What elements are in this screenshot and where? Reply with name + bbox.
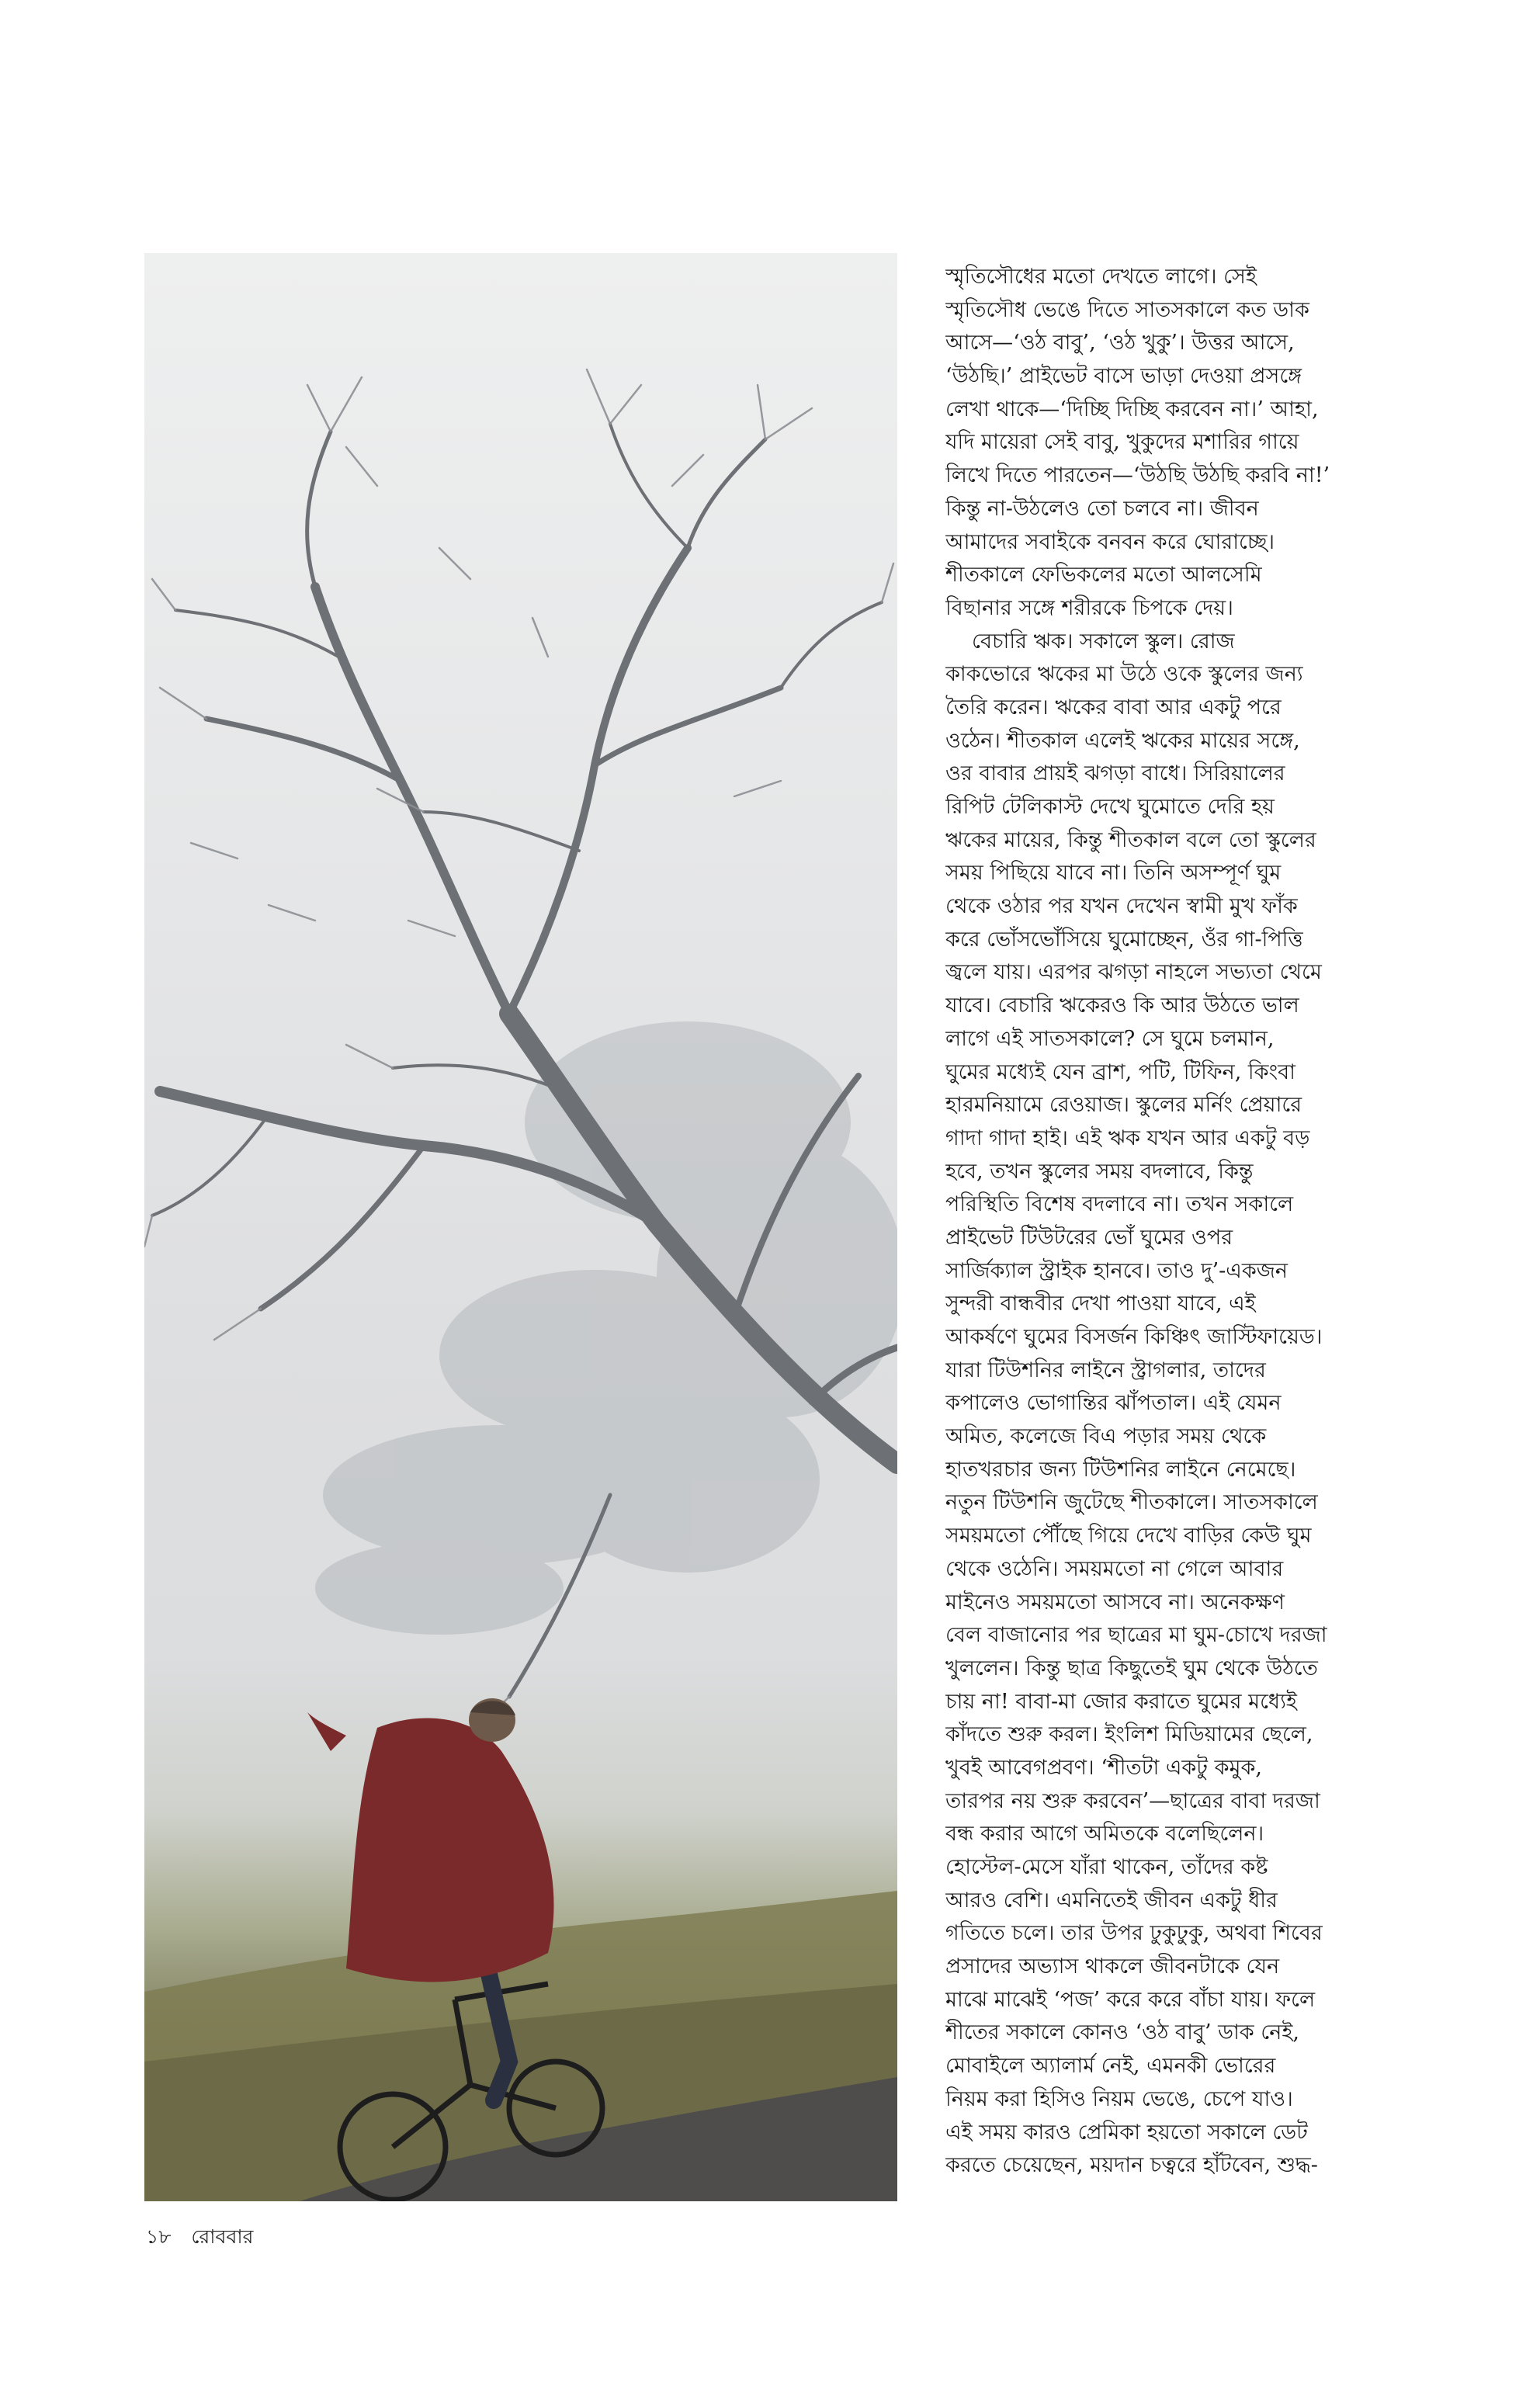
article-line: তারপর নয় শুরু করবেন’—ছাত্রের বাবা দরজা xyxy=(945,1788,1320,1813)
article-line: খুললেন। কিন্তু ছাত্র কিছুতেই ঘুম থেকে উঠতে xyxy=(945,1656,1318,1680)
article-line: যাবে। বেচারি ঋকেরও কি আর উঠতে ভাল xyxy=(945,994,1299,1018)
article-line: শীতকালে ফেভিকলের মতো আলসেমি xyxy=(945,563,1262,588)
article-line: করে ভোঁসভোঁসিয়ে ঘুমোচ্ছেন, ওঁর গা-পিত্তি xyxy=(945,927,1303,952)
article-line: হাতখরচার জন্য টিউশনির লাইনে নেমেছে। xyxy=(945,1457,1296,1482)
article-line: যদি মায়েরা সেই বাবু, খুকুদের মশারির গায়ে xyxy=(945,430,1299,455)
article-line: করতে চেয়েছেন, ময়দান চত্বরে হাঁটবেন, শুদ্ধ- xyxy=(945,2153,1318,2178)
article-line: প্রাইভেট টিউটরের ভোঁ ঘুমের ওপর xyxy=(945,1225,1233,1250)
article-line: সুন্দরী বান্ধবীর দেখা পাওয়া যাবে, এই xyxy=(945,1292,1256,1316)
article-line: হারমনিয়ামে রেওয়াজ। স্কুলের মর্নিং প্রেয়ারে xyxy=(945,1093,1302,1118)
article-line: মোবাইলে অ্যালার্ম নেই, এমনকী ভোরের xyxy=(945,2054,1276,2079)
article-line: বন্ধ করার আগে অমিতকে বলেছিলেন। xyxy=(945,1822,1264,1847)
article-line: চায় না! বাবা-মা জোর করাতে ঘুমের মধ্যেই xyxy=(945,1689,1297,1714)
article-line: নতুন টিউশনি জুটেছে শীতকালে। সাতসকালে xyxy=(945,1490,1318,1515)
article-line: লেখা থাকে—‘দিচ্ছি দিচ্ছি করবেন না।’ আহা, xyxy=(945,397,1319,421)
page-footer xyxy=(146,2221,267,2255)
article-line: কিন্তু না-উঠলেও তো চলবে না। জীবন xyxy=(945,496,1259,521)
article-line: নিয়ম করা হিসিও নিয়ম ভেঙে, চেপে যাও। xyxy=(945,2086,1293,2111)
article-line: বিছানার সঙ্গে শরীরকে চিপকে দেয়। xyxy=(945,595,1233,620)
article-line: স্মৃতিসৌধের মতো দেখতে লাগে। সেই xyxy=(945,265,1257,289)
article-line: কাঁদতে শুরু করল। ইংলিশ মিডিয়ামের ছেলে, xyxy=(945,1722,1313,1747)
article-line: সময়মতো পৌঁছে গিয়ে দেখে বাড়ির কেউ ঘুম xyxy=(945,1524,1312,1549)
article-line: তৈরি করেন। ঋকের বাবা আর একটু পরে xyxy=(945,695,1282,720)
foggy-tree-cyclist-photo xyxy=(144,253,897,2201)
article-line: গাদা গাদা হাই। এই ঋক যখন আর একটু বড় xyxy=(945,1125,1310,1150)
article-line: প্রসাদের অভ্যাস থাকলে জীবনটাকে যেন xyxy=(945,1954,1280,1979)
article-line: স্মৃতিসৌধ ভেঙে দিতে সাতসকালে কত ডাক xyxy=(945,297,1309,322)
article-line: থেকে ওঠেনি। সময়মতো না গেলে আবার xyxy=(945,1556,1284,1581)
article-line: সময় পিছিয়ে যাবে না। তিনি অসম্পূর্ণ ঘুম xyxy=(945,861,1282,886)
article-line: কাকভোরে ঋকের মা উঠে ওকে স্কুলের জন্য xyxy=(945,662,1303,687)
photo-illustration xyxy=(144,253,897,2201)
article-line: থেকে ওঠার পর যখন দেখেন স্বামী মুখ ফাঁক xyxy=(945,894,1298,919)
article-line: যারা টিউশনির লাইনে স্ট্রাগলার, তাদের xyxy=(945,1358,1266,1382)
article-line: এই সময় কারও প্রেমিকা হয়তো সকালে ডেট xyxy=(945,2120,1308,2145)
article-line: বেচারি ঋক। সকালে স্কুল। রোজ xyxy=(972,629,1235,654)
article-line: মাইনেও সময়মতো আসবে না। অনেকক্ষণ xyxy=(945,1590,1285,1614)
article-line: হোস্টেল-মেসে যাঁরা থাকেন, তাঁদের কষ্ট xyxy=(945,1855,1268,1879)
article-line: ঘুমের মধ্যেই যেন ব্রাশ, পটি, টিফিন, কিংবা xyxy=(945,1060,1295,1084)
article-line: রিপিট টেলিকাস্ট দেখে ঘুমোতে দেরি হয় xyxy=(945,795,1275,819)
article-line: লাগে এই সাতসকালে? সে ঘুমে চলমান, xyxy=(945,1026,1275,1051)
page-number: ১৮ xyxy=(146,2225,172,2248)
article-line: সার্জিক্যাল স্ট্রাইক হানবে। তাও দু’-একজন xyxy=(945,1258,1288,1283)
article-line: মাঝে মাঝেই ‘পজ’ করে করে বাঁচা যায়। ফলে xyxy=(945,1987,1316,2012)
article-line: পরিস্থিতি বিশেষ বদলাবে না। তখন সকালে xyxy=(945,1192,1294,1217)
article-line: লিখে দিতে পারতেন—‘উঠছি উঠছি করবি না!’ xyxy=(945,463,1330,488)
article-line: গতিতে চলে। তার উপর ঢুকুঢুকু, অথবা শিবের xyxy=(945,1921,1323,1946)
article-line: হবে, তখন স্কুলের সময় বদলাবে, কিন্তু xyxy=(945,1159,1254,1184)
article-line: আমাদের সবাইকে বনবন করে ঘোরাচ্ছে। xyxy=(945,529,1275,554)
article-line: ওঠেন। শীতকাল এলেই ঋকের মায়ের সঙ্গে, xyxy=(945,728,1300,753)
article-line: জ্বলে যায়। এরপর ঝগড়া নাহলে সভ্যতা থেমে xyxy=(945,960,1322,985)
magazine-name: রোববার xyxy=(191,2225,254,2248)
article-line: খুবই আবেগপ্রবণ। ‘শীতটা একটু কমুক, xyxy=(945,1755,1262,1780)
article-line: আসে—‘ওঠ বাবু’, ‘ওঠ খুকু’। উত্তর আসে, xyxy=(945,331,1295,355)
article-line: বেল বাজানোর পর ছাত্রের মা ঘুম-চোখে দরজা xyxy=(945,1623,1327,1648)
article-line: ‘উঠছি।’ প্রাইভেট বাসে ভাড়া দেওয়া প্রসঙ্গে xyxy=(945,364,1302,389)
article-line: অমিত, কলেজে বিএ পড়ার সময় থেকে xyxy=(945,1424,1267,1449)
article-line: কপালেও ভোগান্তির ঝাঁপতাল। এই যেমন xyxy=(945,1391,1282,1416)
article-line: শীতের সকালে কোনও ‘ওঠ বাবু’ ডাক নেই, xyxy=(945,2020,1299,2045)
article-line: ঋকের মায়ের, কিন্তু শীতকাল বলে তো স্কুলের xyxy=(945,827,1316,852)
article-line: আরও বেশি। এমনিতেই জীবন একটু ধীর xyxy=(945,1888,1278,1913)
article-text-column xyxy=(945,261,1489,2217)
article-line: ওর বাবার প্রায়ই ঝগড়া বাধে। সিরিয়ালের xyxy=(945,761,1285,786)
article-line: আকর্ষণে ঘুমের বিসর্জন কিঞ্চিৎ জাস্টিফায়েড। xyxy=(945,1325,1323,1349)
